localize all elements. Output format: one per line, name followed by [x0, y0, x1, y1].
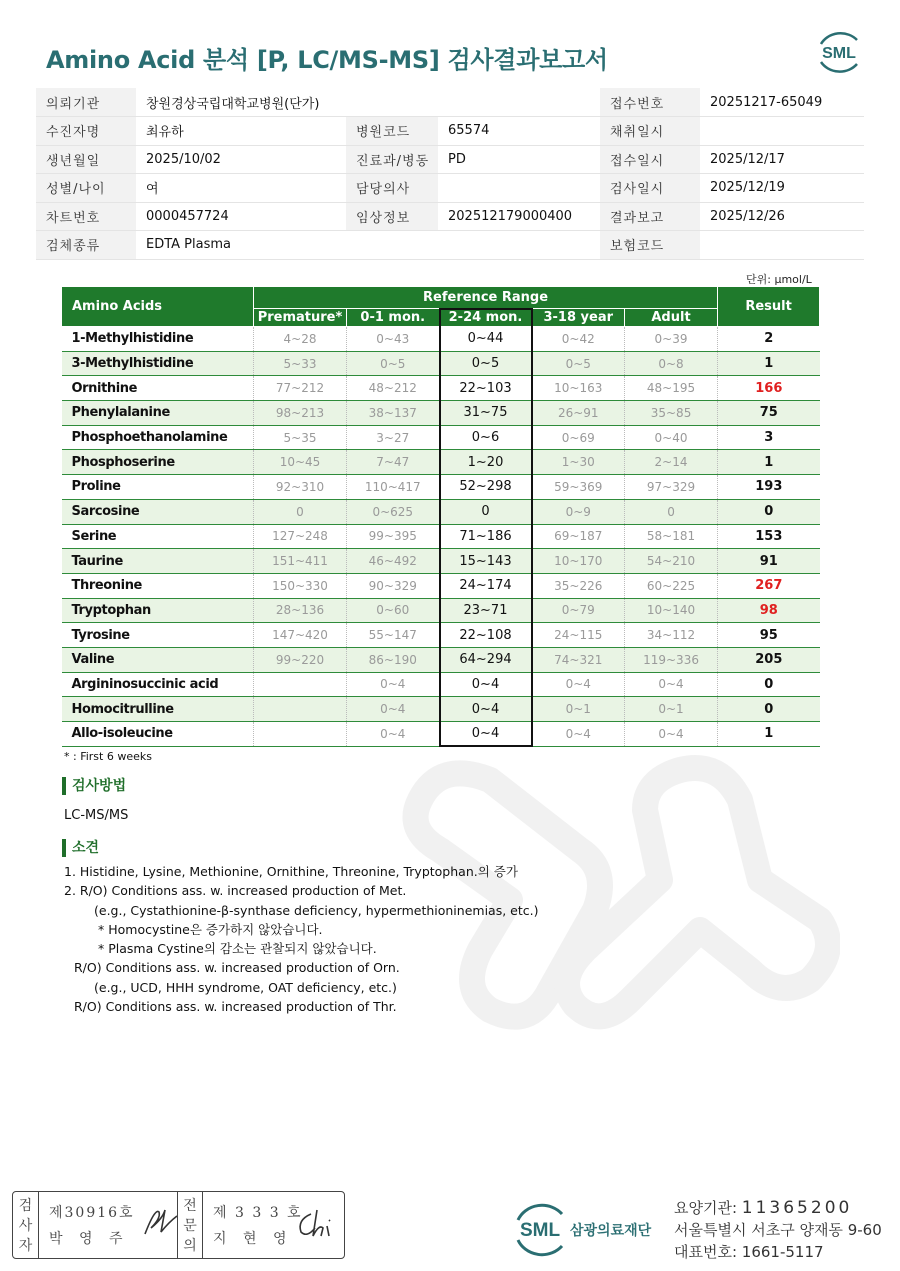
- reference-range-cell: 0~4: [440, 697, 532, 722]
- amino-acid-row: [62, 401, 820, 426]
- reference-range-cell: 59~369: [532, 475, 625, 500]
- reference-range-cell: 60~225: [625, 573, 718, 598]
- findings-line: R/O) Conditions ass. w. increased production of Thr.: [74, 999, 397, 1015]
- amino-acid-row: [62, 499, 820, 524]
- reference-range-cell: 10~163: [532, 376, 625, 401]
- result-value: 205: [718, 647, 820, 672]
- result-value: 1: [718, 351, 820, 376]
- amino-acid-row: [62, 475, 820, 500]
- reference-range-cell: 34~112: [625, 623, 718, 648]
- info-label: [346, 88, 438, 117]
- info-row: [36, 145, 864, 174]
- table-footnote: * : First 6 weeks: [64, 750, 152, 763]
- reference-range-cell: 10~45: [254, 450, 347, 475]
- reference-range-cell: 24~115: [532, 623, 625, 648]
- reference-range-cell: 151~411: [254, 549, 347, 574]
- code-label: 요양기관:: [674, 1199, 738, 1217]
- info-label: 수진자명: [36, 117, 136, 146]
- reference-range-cell: 48~212: [347, 376, 440, 401]
- info-label: 검체종류: [36, 231, 136, 260]
- reference-range-cell: 64~294: [440, 647, 532, 672]
- inspector-label: 검 사 자: [13, 1192, 39, 1258]
- info-label: 병원코드: [346, 117, 438, 146]
- info-label: 접수일시: [600, 145, 700, 174]
- amino-acid-name: Argininosuccinic acid: [62, 672, 254, 697]
- info-value: [700, 117, 864, 146]
- info-value: [438, 88, 600, 117]
- reference-range-cell: 0~625: [347, 499, 440, 524]
- amino-acid-row: [62, 327, 820, 352]
- reference-range-cell: 0: [625, 499, 718, 524]
- findings-line: 1. Histidine, Lysine, Methionine, Ornithine, Threonine, Tryptophan.의 증가: [64, 864, 518, 879]
- subcol-3-18-year: 3-18 year: [532, 309, 625, 327]
- reference-range-cell: 54~210: [625, 549, 718, 574]
- info-value: 2025/12/19: [700, 174, 864, 203]
- info-row: [36, 117, 864, 146]
- info-value: PD: [438, 145, 600, 174]
- findings-line: (e.g., UCD, HHH syndrome, OAT deficiency, etc.): [94, 979, 397, 995]
- reference-range-cell: 31~75: [440, 401, 532, 426]
- specialist-license: 제 3 3 3 호: [213, 1205, 303, 1221]
- amino-acid-row: [62, 697, 820, 722]
- info-row: [36, 202, 864, 231]
- col-amino-acids: Amino Acids: [62, 287, 254, 327]
- reference-range-cell: 15~143: [440, 549, 532, 574]
- reference-range-cell: 0~40: [625, 425, 718, 450]
- reference-range-cell: 10~140: [625, 598, 718, 623]
- reference-range-cell: 0~79: [532, 598, 625, 623]
- reference-range-cell: 0: [440, 499, 532, 524]
- reference-range-cell: 0~4: [347, 722, 440, 747]
- amino-acid-name: Proline: [62, 475, 254, 500]
- reference-range-cell: 1~30: [532, 450, 625, 475]
- reference-range-cell: [254, 722, 347, 747]
- amino-acid-row: [62, 450, 820, 475]
- info-label: 생년월일: [36, 145, 136, 174]
- reference-range-cell: 5~35: [254, 425, 347, 450]
- amino-acid-row: [62, 376, 820, 401]
- sml-logo-text: SML: [822, 45, 856, 62]
- amino-acid-name: Homocitrulline: [62, 697, 254, 722]
- info-label: 임상정보: [346, 202, 438, 231]
- amino-acid-name: Allo-isoleucine: [62, 722, 254, 747]
- reference-range-cell: 71~186: [440, 524, 532, 549]
- info-label: 진료과/병동: [346, 145, 438, 174]
- reference-range-cell: 0~4: [532, 672, 625, 697]
- phone-label: 대표번호:: [674, 1243, 738, 1261]
- amino-acid-row: [62, 524, 820, 549]
- reference-range-cell: [254, 697, 347, 722]
- reference-range-cell: 0~43: [347, 327, 440, 352]
- info-label: 차트번호: [36, 202, 136, 231]
- reference-range-cell: 0~5: [532, 351, 625, 376]
- contact-block: [674, 1197, 882, 1263]
- findings-line: 2. R/O) Conditions ass. w. increased production of Met.: [64, 883, 407, 899]
- result-value: 0: [718, 499, 820, 524]
- reference-range-cell: 28~136: [254, 598, 347, 623]
- reference-range-cell: 22~108: [440, 623, 532, 648]
- amino-acid-name: Threonine: [62, 573, 254, 598]
- reference-range-cell: 0~1: [532, 697, 625, 722]
- reference-range-cell: 119~336: [625, 647, 718, 672]
- result-value: 75: [718, 401, 820, 426]
- amino-acid-row: [62, 722, 820, 747]
- reference-range-cell: 110~417: [347, 475, 440, 500]
- amino-acid-name: Phosphoserine: [62, 450, 254, 475]
- reference-range-cell: 3~27: [347, 425, 440, 450]
- org-name: 삼광의료재단: [570, 1223, 652, 1239]
- reference-range-cell: 7~47: [347, 450, 440, 475]
- reference-range-cell: 0~4: [625, 672, 718, 697]
- amino-acid-row: [62, 647, 820, 672]
- result-value: 153: [718, 524, 820, 549]
- reference-range-cell: 99~220: [254, 647, 347, 672]
- reference-range-cell: 0~4: [347, 697, 440, 722]
- subcol-premature: Premature*: [254, 309, 347, 327]
- amino-acid-row: [62, 623, 820, 648]
- info-label: [346, 231, 438, 260]
- info-value: EDTA Plasma: [136, 231, 346, 260]
- reference-range-cell: 127~248: [254, 524, 347, 549]
- subcol-adult: Adult: [625, 309, 718, 327]
- inspector-license: 제30916호: [49, 1205, 135, 1221]
- reference-range-cell: 48~195: [625, 376, 718, 401]
- reference-range-cell: 0~1: [625, 697, 718, 722]
- unit-label: 단위: μmol/L: [746, 273, 812, 286]
- info-value: 65574: [438, 117, 600, 146]
- reference-range-cell: 55~147: [347, 623, 440, 648]
- reference-range-cell: 0~8: [625, 351, 718, 376]
- result-value: 95: [718, 623, 820, 648]
- report-title: Amino Acid 분석 [P, LC/MS-MS] 검사결과보고서: [46, 46, 608, 74]
- reference-range-cell: 26~91: [532, 401, 625, 426]
- reference-range-cell: 150~330: [254, 573, 347, 598]
- result-value: 193: [718, 475, 820, 500]
- amino-acid-name: Tyrosine: [62, 623, 254, 648]
- findings-text: [64, 862, 538, 1016]
- result-value: 1: [718, 722, 820, 747]
- info-label: 성별/나이: [36, 174, 136, 203]
- facility-code: 11365200: [741, 1198, 853, 1218]
- reference-range-cell: 0~6: [440, 425, 532, 450]
- address: 서울특별시 서초구 양재동 9-60: [674, 1221, 882, 1239]
- amino-acid-name: Taurine: [62, 549, 254, 574]
- specialist-label: 전 문 의: [177, 1192, 203, 1258]
- reference-range-cell: 98~213: [254, 401, 347, 426]
- findings-line: R/O) Conditions ass. w. increased production of Orn.: [74, 960, 400, 976]
- subcol-2-24-mon: 2-24 mon.: [440, 309, 532, 327]
- sml-footer-logo-icon: [510, 1200, 570, 1260]
- info-value: [700, 231, 864, 260]
- result-value: 166: [718, 376, 820, 401]
- reference-range-cell: 22~103: [440, 376, 532, 401]
- info-value: [438, 231, 600, 260]
- info-value: 20251217-65049: [700, 88, 864, 117]
- reference-range-cell: 52~298: [440, 475, 532, 500]
- reference-range-cell: 77~212: [254, 376, 347, 401]
- reference-range-cell: 0~9: [532, 499, 625, 524]
- amino-acid-name: Tryptophan: [62, 598, 254, 623]
- reference-range-cell: 69~187: [532, 524, 625, 549]
- reference-range-cell: 5~33: [254, 351, 347, 376]
- col-reference-range: Reference Range: [254, 287, 718, 309]
- method-text: LC-MS/MS: [64, 808, 129, 823]
- reference-range-cell: 35~226: [532, 573, 625, 598]
- info-row: [36, 231, 864, 260]
- amino-acid-row: [62, 425, 820, 450]
- reference-range-cell: 90~329: [347, 573, 440, 598]
- reference-range-cell: 99~395: [347, 524, 440, 549]
- reference-range-cell: 0~4: [440, 722, 532, 747]
- inspector-signature: [141, 1204, 181, 1240]
- reference-range-cell: 0~60: [347, 598, 440, 623]
- amino-acid-name: 3-Methylhistidine: [62, 351, 254, 376]
- amino-acid-row: [62, 672, 820, 697]
- reference-range-cell: 2~14: [625, 450, 718, 475]
- result-value: 2: [718, 327, 820, 352]
- specialist-signature: [295, 1206, 339, 1242]
- info-value: [438, 174, 600, 203]
- reference-range-cell: 0: [254, 499, 347, 524]
- result-value: 0: [718, 672, 820, 697]
- reference-range-cell: 23~71: [440, 598, 532, 623]
- info-label: 의뢰기관: [36, 88, 136, 117]
- info-value: 0000457724: [136, 202, 346, 231]
- result-value: 0: [718, 697, 820, 722]
- findings-title: 소견: [62, 839, 99, 857]
- result-value: 1: [718, 450, 820, 475]
- amino-acid-row: [62, 351, 820, 376]
- findings-line: * Plasma Cystine의 감소는 관찰되지 않았습니다.: [98, 941, 377, 957]
- reference-range-cell: 58~181: [625, 524, 718, 549]
- info-value: 창원경상국립대학교병원(단가): [136, 88, 346, 117]
- amino-acid-row: [62, 549, 820, 574]
- result-value: 98: [718, 598, 820, 623]
- findings-line: (e.g., Cystathionine-β-synthase deficiency, hypermethioninemias, etc.): [94, 902, 539, 918]
- reference-range-cell: 0~4: [625, 722, 718, 747]
- reference-range-cell: 97~329: [625, 475, 718, 500]
- amino-acid-name: Sarcosine: [62, 499, 254, 524]
- amino-acid-name: Serine: [62, 524, 254, 549]
- inspector-name: 박 영 주: [49, 1231, 129, 1247]
- info-value: 최유하: [136, 117, 346, 146]
- result-value: 267: [718, 573, 820, 598]
- info-value: 2025/10/02: [136, 145, 346, 174]
- info-label: 접수번호: [600, 88, 700, 117]
- col-result: Result: [718, 287, 820, 327]
- reference-range-cell: 0~42: [532, 327, 625, 352]
- amino-acid-table: [61, 286, 820, 747]
- info-label: 검사일시: [600, 174, 700, 203]
- findings-line: * Homocystine은 증가하지 않았습니다.: [98, 921, 323, 937]
- reference-range-cell: 0~44: [440, 327, 532, 352]
- reference-range-cell: 74~321: [532, 647, 625, 672]
- amino-acid-name: Phenylalanine: [62, 401, 254, 426]
- reference-range-cell: 10~170: [532, 549, 625, 574]
- amino-acid-name: 1-Methylhistidine: [62, 327, 254, 352]
- info-value: 여: [136, 174, 346, 203]
- reference-range-cell: 0~39: [625, 327, 718, 352]
- info-label: 담당의사: [346, 174, 438, 203]
- sml-footer-logo-text: SML: [519, 1220, 561, 1241]
- amino-acid-row: [62, 598, 820, 623]
- info-row: [36, 174, 864, 203]
- reference-range-cell: 0~5: [440, 351, 532, 376]
- sml-logo-icon: [813, 28, 865, 76]
- reference-range-cell: [254, 672, 347, 697]
- reference-range-cell: 92~310: [254, 475, 347, 500]
- info-value: 2025/12/26: [700, 202, 864, 231]
- phone-number: 1661-5117: [741, 1243, 824, 1261]
- reference-range-cell: 4~28: [254, 327, 347, 352]
- reference-range-cell: 0~4: [532, 722, 625, 747]
- info-label: 보험코드: [600, 231, 700, 260]
- info-label: 결과보고: [600, 202, 700, 231]
- subcol-0-1-mon: 0-1 mon.: [347, 309, 440, 327]
- method-title: 검사방법: [62, 777, 126, 795]
- amino-acid-name: Valine: [62, 647, 254, 672]
- reference-range-cell: 38~137: [347, 401, 440, 426]
- amino-acid-name: Phosphoethanolamine: [62, 425, 254, 450]
- amino-acid-name: Ornithine: [62, 376, 254, 401]
- reference-range-cell: 86~190: [347, 647, 440, 672]
- result-value: 3: [718, 425, 820, 450]
- reference-range-cell: 0~4: [440, 672, 532, 697]
- reference-range-cell: 0~4: [347, 672, 440, 697]
- reference-range-cell: 24~174: [440, 573, 532, 598]
- info-label: 채취일시: [600, 117, 700, 146]
- reference-range-cell: 0~5: [347, 351, 440, 376]
- amino-acid-row: [62, 573, 820, 598]
- info-value: 202512179000400: [438, 202, 600, 231]
- result-value: 91: [718, 549, 820, 574]
- reference-range-cell: 0~69: [532, 425, 625, 450]
- signature-box: [12, 1191, 345, 1259]
- info-value: 2025/12/17: [700, 145, 864, 174]
- reference-range-cell: 147~420: [254, 623, 347, 648]
- reference-range-cell: 35~85: [625, 401, 718, 426]
- patient-info-table: [36, 88, 864, 260]
- reference-range-cell: 1~20: [440, 450, 532, 475]
- reference-range-cell: 46~492: [347, 549, 440, 574]
- info-row: [36, 88, 864, 117]
- specialist-name: 지 현 영: [213, 1231, 293, 1247]
